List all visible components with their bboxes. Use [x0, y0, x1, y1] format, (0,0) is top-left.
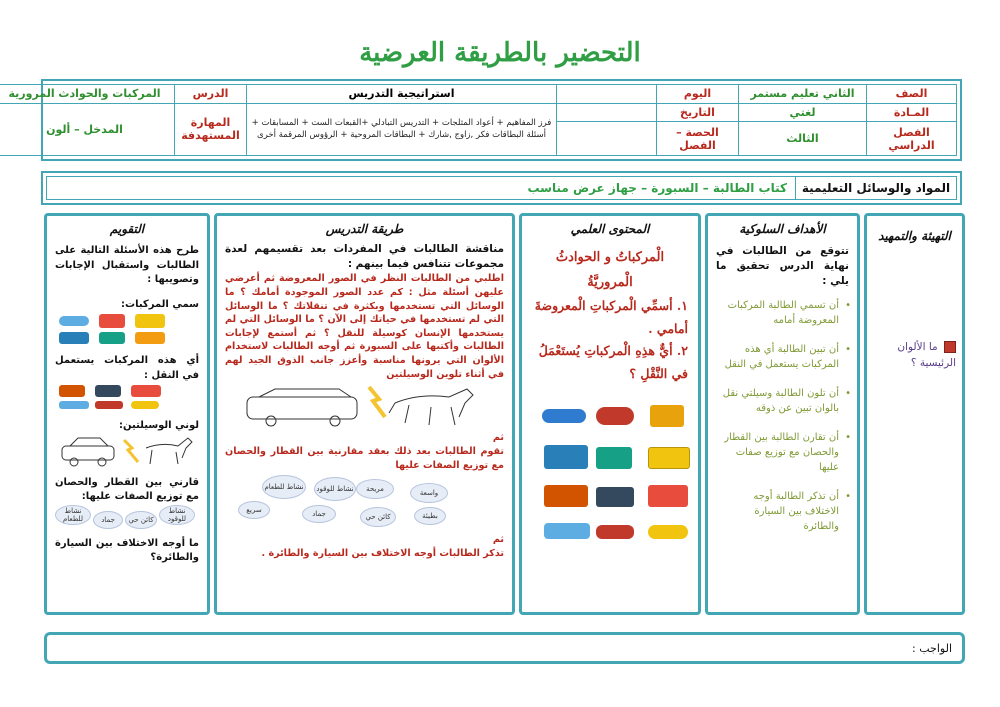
bubble: كائن حي [125, 511, 157, 529]
boat-icon [596, 525, 634, 539]
method-p4a: ثم [492, 534, 504, 546]
skill-label: المهارة المستهدفة [175, 103, 247, 155]
vehicles-grid [522, 397, 698, 537]
eval-drawing [55, 434, 199, 468]
period-label: الحصة – الفصل [657, 122, 739, 156]
intro-question-wrap [867, 340, 962, 372]
atv-icon [596, 487, 634, 507]
subject-label: المـادة [867, 103, 957, 122]
car-icon [99, 314, 125, 328]
car-horse-svg [54, 434, 199, 468]
bubble: سريع [238, 501, 270, 519]
strategy-label: استراتيجية التدريس [247, 85, 557, 104]
submarine-icon [648, 525, 688, 539]
grade-value: الثاني تعليم مستمر [739, 85, 867, 104]
tractor-icon [99, 332, 125, 344]
page-title: التحضير بالطريقة العرضية [359, 38, 641, 68]
eval-vehicles-1 [55, 312, 199, 348]
submarine-icon [131, 401, 159, 409]
car-icon [596, 407, 634, 425]
method-p1: مناقشة الطالبات في المفردات بعد تقسيمهم لعدة مجموعات تتنافس فيما بينهم : [225, 243, 504, 271]
materials-label: المواد والوسائل التعليمية [795, 177, 956, 199]
date-label: التاريخ [657, 103, 739, 122]
eval-column [44, 213, 210, 615]
bubble: كائن حي [360, 507, 396, 527]
subject-value: لغتي [739, 103, 867, 122]
bubble: نشاط للوقود [314, 477, 356, 501]
truck-icon [650, 405, 684, 427]
method-p3a: ثم [492, 432, 504, 444]
goal-item: • أن تبين الطالبة أي هذه المركبات يستعمل في النقل [718, 342, 849, 372]
lesson-label: الدرس [175, 85, 247, 104]
airplane-icon [542, 409, 586, 423]
goals-column [705, 213, 860, 615]
bus-icon [648, 447, 690, 469]
content-heading: الْمركباتُ و الحوادثُ الْمروريَّةُ [555, 250, 665, 290]
bus-icon [135, 332, 165, 344]
bubble: مريحة [356, 479, 394, 499]
grade-label: الصف [867, 85, 957, 104]
bubble: بطيئة [414, 507, 446, 525]
bubble: نشاط للوقود [159, 505, 195, 525]
homework-label: الواجب : [912, 642, 952, 655]
horse-outline-icon [146, 438, 192, 464]
method-title: طريقة التدريس [325, 222, 404, 236]
arrow-icon [369, 387, 385, 417]
homework-bar [44, 632, 965, 664]
skill-value: المدخل – ألون [0, 103, 175, 155]
eval-title: التقويم [109, 222, 145, 236]
fire-truck-icon [648, 485, 688, 507]
bubbles-area [223, 475, 506, 533]
method-p3 [217, 431, 512, 473]
bubble: جماد [93, 511, 123, 529]
eval-vehicles-2 [55, 383, 199, 413]
books-icon [944, 341, 956, 353]
bubble: نشاط للطعام [262, 475, 306, 499]
horse-icon [389, 389, 473, 425]
eval-q2: أي هذه المركبات يستعمل في النقل : [55, 355, 199, 381]
mixer-truck-icon [59, 332, 89, 344]
airplane-icon [59, 316, 89, 326]
day-value [557, 85, 657, 104]
goals-title: الأهداف السلوكية [739, 222, 826, 236]
eval-q5: ما أوجه الاختلاف بين السيارة والطائرة؟ [55, 537, 199, 563]
goal-item: • أن تقارن الطالبة بين القطار والحصان مع توزيع صفات عليها [718, 430, 849, 475]
goal-item: • أن تذكر الطالبة أوجه الاختلاف بين السيارة والطائرة [718, 489, 849, 534]
strategy-value: فرز المفاهيم + أعواد المثلجات + التدريس التبادلي +القبعات الست + المسابقات + أسئلة البطاقات فكر ,زاوج ,شارك + البطاقات المروحية + الرؤوس المرقمة أخرى [247, 103, 557, 155]
goals-list [708, 298, 857, 534]
content-title: المحتوى العلمي [570, 222, 650, 236]
method-p3b: تقوم الطالبات بعد ذلك بعقد مقارنية بين القطار والحصان مع توزيع الصفات عليها [225, 446, 504, 472]
method-p2: اطلبي من الطالبات النظر في الصور المعروضة ثم أعرضي عليهن أسئلة مثل : كم عدد الصور الموجودة أمامك ؟ ما الوسائل التي تستخدمها وبكثرة في تنقلاتك ؟ ما الوسائل التي لم تستخدمها في حياتك إلى الآن ؟ ما الوسائل التي لم يستخدمها الإنسان كوسيلة للنقل ؟ ثم أستمع لإجابات الطالبات وأكتبها على السبورة ثم أوجه الطالبات لاستخدام الألوان التي يرونها مناسبة وأعزز جانب الذوق الجيد لهم في أثناء تلوين الوسيلتين [225, 273, 504, 380]
header-table [8, 79, 962, 161]
content-q2: ٢. أيٌّ هذِهِ الْمركباتِ يُستَعْمَلُ في النَّقْلِ ؟ [538, 343, 688, 381]
eval-bubbles [55, 505, 199, 531]
method-p4b: تذكر الطالبات أوجه الاختلاف بين السيارة والطائرة . [261, 547, 504, 559]
materials-value: كتاب الطالبة – السبورة – جهاز عرض مناسب [527, 181, 787, 195]
lesson-value: المركبات والحوادث المرورية [0, 85, 175, 104]
intro-title: التهيئة والتمهيد [878, 229, 951, 243]
train-icon [247, 389, 357, 426]
content-q1: ١. أسمِّي الْمركباتِ الْمعروضةَ أمامي . [534, 298, 688, 336]
goal-item: • أن تسمي الطالبة المركبات المعروضة أمامه [718, 298, 849, 328]
date-value [557, 103, 657, 122]
boat-icon [95, 401, 123, 409]
eval-q3: لوني الوسيلتين: [119, 420, 199, 431]
arrow-icon [124, 440, 138, 462]
intro-question: ما الألوان الرئيسية ؟ [897, 341, 956, 369]
train-horse-svg [219, 383, 504, 431]
method-p4 [217, 533, 512, 561]
day-label: اليوم [657, 85, 739, 104]
period-value [557, 122, 657, 156]
content-column [519, 213, 701, 615]
ship-icon [544, 523, 590, 539]
bubble: جماد [302, 505, 336, 523]
car-outline-icon [62, 438, 114, 466]
bubble: واسعة [410, 483, 448, 503]
mixer-truck-icon [544, 445, 588, 469]
intro-column [864, 213, 965, 615]
loader-icon [544, 485, 588, 507]
term-value: الثالث [739, 122, 867, 156]
materials-bar [41, 171, 962, 205]
loader-icon [59, 385, 85, 397]
fire-truck-icon [131, 385, 161, 397]
truck-icon [135, 314, 165, 328]
term-label: الفصل الدراسي [867, 122, 957, 156]
train-horse-drawing [225, 383, 504, 431]
eval-intro: طرح هذه الأسئلة التالية على الطالبات واستقبال الإجابات وتصويبها : [55, 245, 199, 285]
tractor-icon [596, 447, 632, 469]
goal-item: • أن تلون الطالبة وسيلتي نقل بالوان تبين عن ذوقه [718, 386, 849, 416]
atv-icon [95, 385, 121, 397]
goals-intro: تتوقع من الطالبات في نهاية الدرس تحقيق ما يلي : [716, 245, 849, 288]
bubble: نشاط للطعام [55, 505, 91, 525]
eval-q1: سمي المركبات: [121, 298, 199, 310]
ship-icon [59, 401, 89, 409]
method-column [214, 213, 515, 615]
eval-q4: قارني بين القطار والحصان مع توزيع الصفات عليها: [55, 476, 199, 502]
